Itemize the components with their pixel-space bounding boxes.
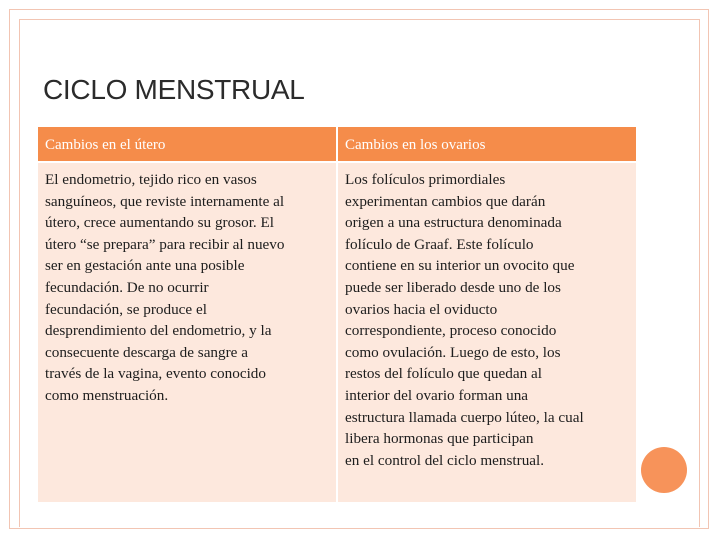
text-line: en el control del ciclo menstrual. — [345, 451, 545, 469]
header-ovaries: Cambios en los ovarios — [338, 127, 636, 161]
text-line: folículo de Graaf. Este folículo — [345, 235, 534, 253]
text-line: libera hormonas que participan — [345, 430, 534, 448]
comparison-table — [38, 127, 636, 502]
cell-ovaries-changes — [338, 163, 636, 502]
text-line: sanguíneos, que reviste internamente al — [45, 192, 285, 210]
text-line: través de la vagina, evento conocido — [45, 365, 266, 383]
text-line: restos del folículo que quedan al — [345, 365, 542, 383]
slide-title: CICLO MENSTRUAL — [43, 74, 305, 105]
text-line: interior del ovario forman una — [345, 386, 529, 404]
header-uterus: Cambios en el útero — [38, 127, 336, 161]
text-line: Los folículos primordiales — [345, 171, 506, 188]
text-line: origen a una estructura denominada — [345, 214, 562, 232]
text-line: puede ser liberado desde uno de los — [345, 278, 561, 296]
text-line: consecuente descarga de sangre a — [45, 343, 248, 361]
text-line: contiene en su interior un ovocito que — [345, 257, 575, 275]
text-line: útero, crece aumentando su grosor. El — [45, 214, 274, 232]
text-line: fecundación. De no ocurrir — [45, 278, 209, 296]
text-line: útero “se prepara” para recibir al nuevo — [45, 235, 285, 253]
text-line: correspondiente, proceso conocido — [345, 322, 557, 340]
text-line: como ovulación. Luego de esto, los — [345, 343, 561, 361]
text-line: ser en gestación ante una posible — [45, 257, 245, 275]
text-line: desprendimiento del endometrio, y la — [45, 322, 272, 340]
text-line: El endometrio, tejido rico en vasos — [45, 171, 257, 188]
text-line: como menstruación. — [45, 386, 169, 404]
text-line: estructura llamada cuerpo lúteo, la cual — [345, 408, 584, 426]
text-line: fecundación, se produce el — [45, 300, 207, 318]
text-line: ovarios hacia el oviducto — [345, 300, 498, 318]
text-line: experimentan cambios que darán — [345, 192, 546, 210]
cell-uterus-changes — [38, 163, 336, 502]
decorative-circle — [641, 447, 687, 493]
